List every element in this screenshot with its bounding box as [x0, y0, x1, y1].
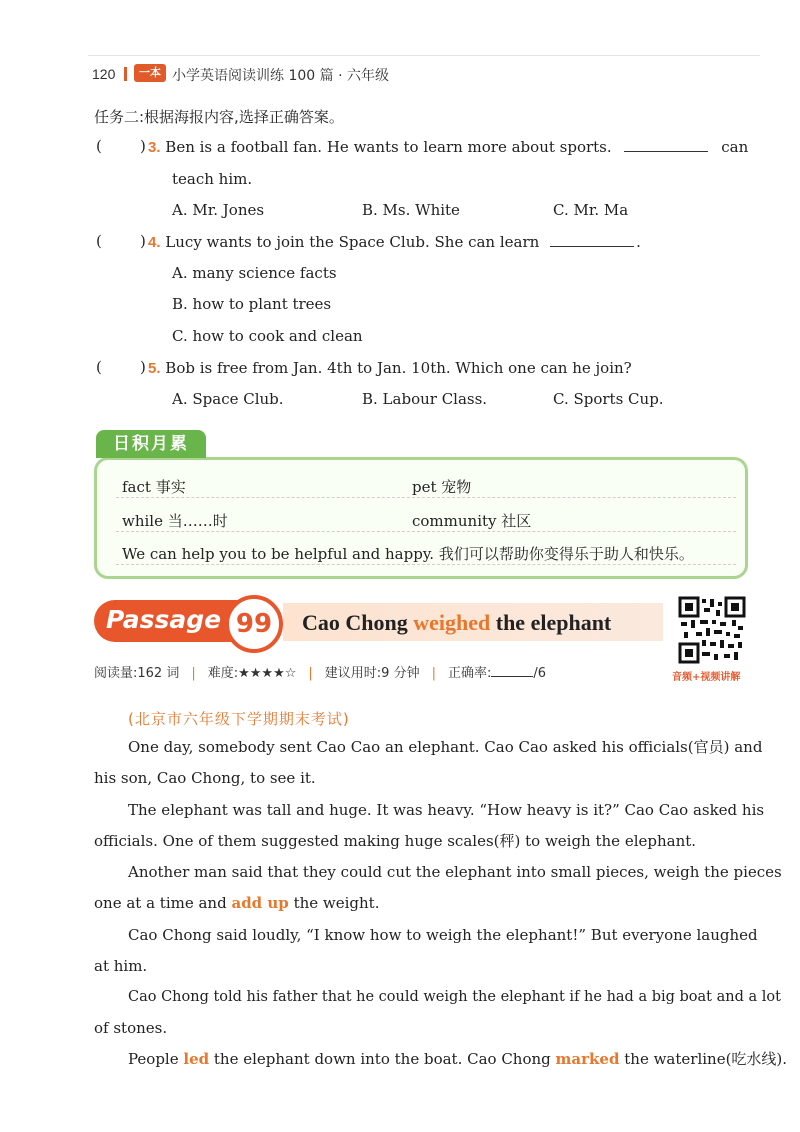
- vocab-word-community: community 社区: [412, 512, 532, 530]
- option-4c[interactable]: C. how to cook and clean: [172, 327, 363, 345]
- word-count: 阅读量:162 词: [94, 666, 180, 681]
- passage-source: (北京市六年级下学期期末考试): [128, 710, 350, 728]
- suggested-time: 建议用时:9 分钟: [324, 666, 420, 681]
- paragraph-line: of stones.: [94, 1019, 168, 1037]
- book-title: 小学英语阅读训练 100 篇 · 六年级: [172, 68, 389, 84]
- vocab-word-while: while 当……时: [122, 512, 228, 530]
- paragraph-line: One day, somebody sent Cao Cao an elephant. Cao Cao asked his officials(官员) and: [128, 738, 763, 756]
- question-number: 3.: [148, 139, 161, 156]
- answer-paren-5: (: [96, 358, 102, 376]
- qr-caption: 音频+视频讲解: [672, 672, 741, 683]
- paragraph-line: officials. One of them suggested making huge scales(秤) to weigh the elephant.: [94, 832, 697, 850]
- paragraph-line: at him.: [94, 957, 148, 975]
- keyword: led: [183, 1050, 210, 1068]
- answer-slot-5[interactable]: [104, 358, 140, 378]
- question-number: 4.: [148, 234, 161, 251]
- fill-blank[interactable]: [624, 139, 708, 152]
- paragraph-line: one at a time and add up the weight.: [94, 894, 380, 912]
- paragraph-line: his son, Cao Chong, to see it.: [94, 769, 316, 787]
- page-number: 120: [92, 66, 116, 82]
- dashed-divider: [116, 564, 736, 565]
- passage-number: 99: [225, 595, 283, 653]
- answer-slot-4[interactable]: [104, 232, 140, 252]
- dashed-divider: [116, 531, 736, 532]
- vocab-tab: 日积月累: [96, 430, 206, 458]
- accuracy-blank[interactable]: [491, 665, 533, 677]
- brand-logo: 一本: [134, 64, 166, 82]
- option-5b[interactable]: B. Labour Class.: [362, 390, 488, 408]
- question-number: 5.: [148, 360, 161, 377]
- option-4a[interactable]: A. many science facts: [172, 264, 337, 282]
- passage-stats: 阅读量:162 词 | 难度:★★★★☆ | 建议用时:9 分钟 | 正确率: /6: [94, 666, 547, 681]
- passage-label: Passage: [106, 605, 222, 634]
- dashed-divider: [116, 497, 736, 498]
- header-separator: [124, 67, 127, 81]
- option-3a[interactable]: A. Mr. Jones: [172, 201, 265, 219]
- option-5a[interactable]: A. Space Club.: [172, 390, 284, 408]
- vocab-word-pet: pet 宠物: [412, 478, 472, 496]
- question-3-continued: teach him.: [172, 170, 253, 188]
- task-title: 任务二:根据海报内容,选择正确答案。: [94, 108, 344, 126]
- paragraph-line: People led the elephant down into the boat. Cao Chong marked the waterline(吃水线).: [128, 1050, 788, 1068]
- difficulty: 难度:: [207, 666, 239, 681]
- keyword: add up: [231, 894, 289, 912]
- question-4: 4. Lucy wants to join the Space Club. She can learn .: [148, 233, 641, 251]
- paragraph-line: Cao Chong told his father that he could weigh the elephant if he had a big boat and a lot: [128, 989, 781, 1005]
- paragraph-line: The elephant was tall and huge. It was heavy. “How heavy is it?” Cao Cao asked his: [128, 801, 765, 819]
- fill-blank[interactable]: [550, 234, 634, 247]
- answer-slot-3[interactable]: [104, 137, 140, 157]
- question-5: 5. Bob is free from Jan. 4th to Jan. 10th. Which one can he join?: [148, 359, 632, 377]
- passage-title: Cao Chong weighed the elephant: [302, 610, 612, 635]
- question-3: 3. Ben is a football fan. He wants to learn more about sports. can: [148, 138, 749, 156]
- option-3b[interactable]: B. Ms. White: [362, 201, 460, 219]
- keyword: marked: [555, 1050, 620, 1068]
- qr-code-icon[interactable]: [678, 596, 746, 664]
- vocab-sentence: We can help you to be helpful and happy. 我们可以帮助你变得乐于助人和快乐。: [122, 545, 694, 563]
- answer-paren-4: (: [96, 232, 102, 250]
- option-3c[interactable]: C. Mr. Ma: [553, 201, 629, 219]
- header-divider: [88, 55, 760, 56]
- option-4b[interactable]: B. how to plant trees: [172, 295, 332, 313]
- option-5c[interactable]: C. Sports Cup.: [553, 390, 664, 408]
- answer-paren-3: (: [96, 137, 102, 155]
- vocab-word-fact: fact 事实: [122, 478, 186, 496]
- accuracy-label: 正确率:: [447, 666, 492, 681]
- paragraph-line: Another man said that they could cut the elephant into small pieces, weigh the pieces: [128, 863, 782, 881]
- paragraph-line: Cao Chong said loudly, “I know how to weigh the elephant!” But everyone laughed: [128, 926, 758, 944]
- difficulty-stars: ★★★★☆: [238, 666, 297, 681]
